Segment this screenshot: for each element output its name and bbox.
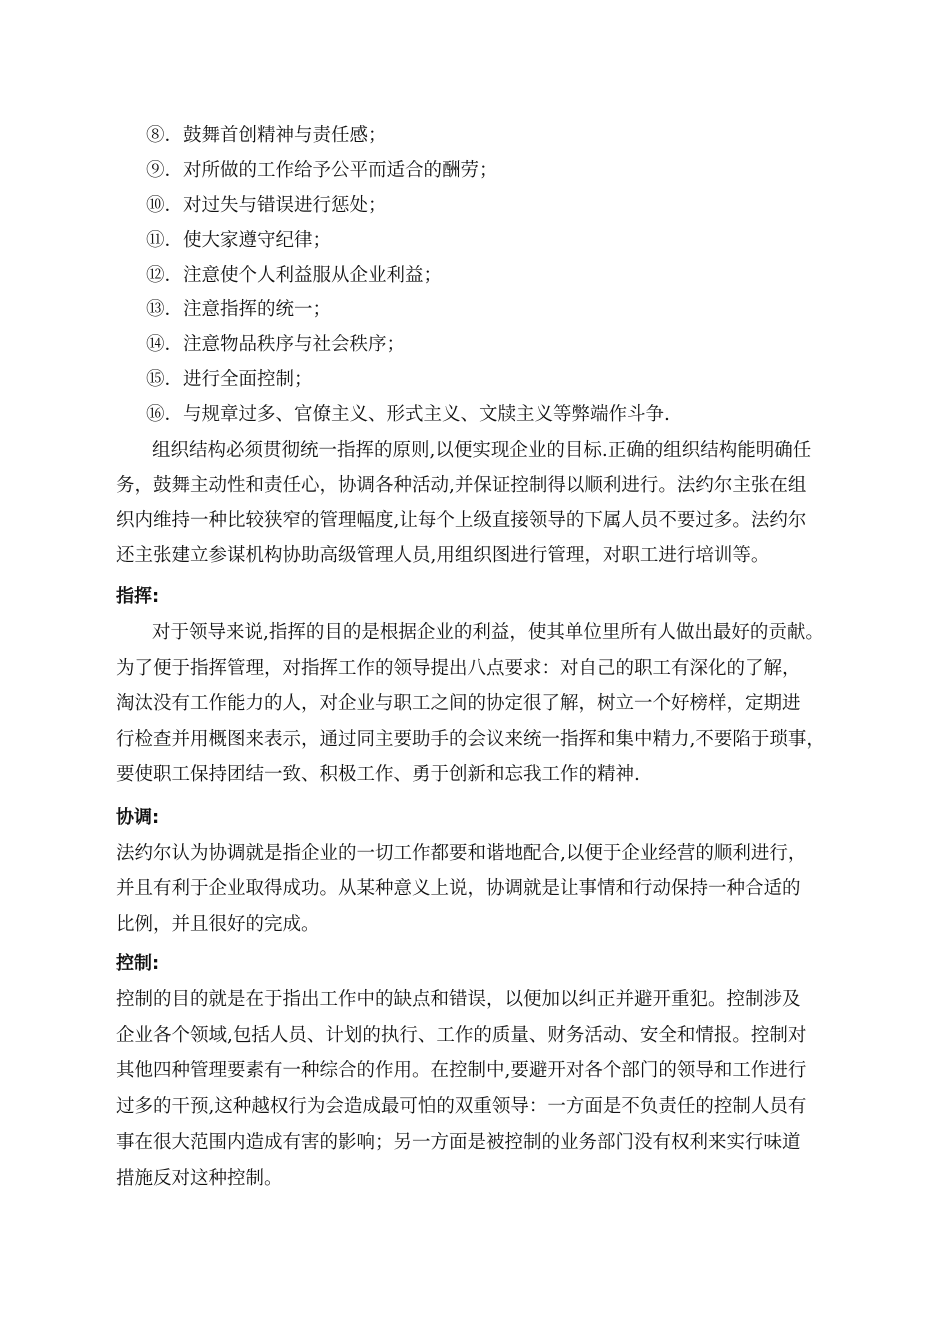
paragraph-line: 过多的干预,这种越权行为会造成最可怕的双重领导：一方面是不负责任的控制人员有	[116, 1096, 807, 1117]
list-item: ⑧．鼓舞首创精神与责任感；	[146, 125, 387, 146]
list-item: ⑭．注意物品秩序与社会秩序；	[146, 334, 406, 355]
paragraph-line: 要使职工保持团结一致、积极工作、勇于创新和忘我工作的精神.	[116, 764, 640, 785]
paragraph-line: 事在很大范围内造成有害的影响；另一方面是被控制的业务部门没有权利来实行味道	[116, 1132, 801, 1153]
paragraph-line: 措施反对这种控制。	[116, 1168, 283, 1189]
paragraph-line: 企业各个领域,包括人员、计划的执行、工作的质量、财务活动、安全和情报。控制对	[116, 1025, 807, 1046]
paragraph-line: 组织结构必须贯彻统一指挥的原则,以便实现企业的目标.正确的组织结构能明确任	[152, 440, 812, 461]
section-heading-coordination: 协调:	[116, 807, 160, 828]
section-heading-control: 控制:	[116, 953, 160, 974]
list-item: ⑮．进行全面控制；	[146, 369, 313, 390]
paragraph-line: 淘汰没有工作能力的人，对企业与职工之间的协定很了解，树立一个好榜样，定期进	[116, 693, 801, 714]
section-heading-command: 指挥:	[116, 586, 160, 607]
paragraph-line: 其他四种管理要素有一种综合的作用。在控制中,要避开对各个部门的领导和工作进行	[116, 1060, 807, 1081]
list-item: ⑫．注意使个人利益服从企业利益；	[146, 265, 443, 286]
paragraph-line: 务，鼓舞主动性和责任心，协调各种活动,并保证控制得以顺利进行。法约尔主张在组	[116, 475, 807, 496]
paragraph-line: 行检查并用概图来表示，通过同主要助手的会议来统一指挥和集中精力,不要陷于琐事，	[116, 729, 825, 750]
paragraph-line: 控制的目的就是在于指出工作中的缺点和错误，以便加以纠正并避开重犯。控制涉及	[116, 989, 801, 1010]
list-item: ⑯．与规章过多、官僚主义、形式主义、文牍主义等弊端作斗争.	[146, 404, 670, 425]
paragraph-line: 对于领导来说,指挥的目的是根据企业的利益，使其单位里所有人做出最好的贡献。	[152, 622, 824, 643]
list-item: ⑨．对所做的工作给予公平而适合的酬劳；	[146, 160, 498, 181]
paragraph-line: 织内维持一种比较狭窄的管理幅度,让每个上级直接领导的下属人员不要过多。法约尔	[116, 510, 807, 531]
paragraph-line: 比例，并且很好的完成。	[116, 914, 320, 935]
paragraph-line: 还主张建立参谋机构协助高级管理人员,用组织图进行管理，对职工进行培训等。	[116, 545, 770, 566]
list-item: ⑩．对过失与错误进行惩处；	[146, 195, 387, 216]
list-item: ⑬．注意指挥的统一；	[146, 299, 332, 320]
paragraph-line: 并且有利于企业取得成功。从某种意义上说，协调就是让事情和行动保持一种合适的	[116, 878, 801, 899]
list-item: ⑪．使大家遵守纪律；	[146, 230, 332, 251]
paragraph-line: 法约尔认为协调就是指企业的一切工作都要和谐地配合,以便于企业经营的顺利进行，	[116, 843, 807, 864]
paragraph-line: 为了便于指挥管理，对指挥工作的领导提出八点要求：对自己的职工有深化的了解，	[116, 658, 801, 679]
